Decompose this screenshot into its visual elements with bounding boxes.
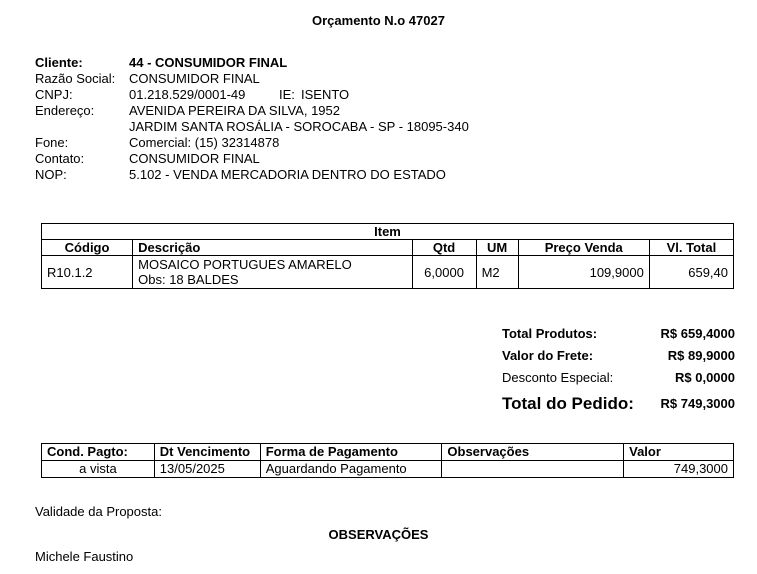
- totals-block: [502, 323, 735, 415]
- item-descricao: MOSAICO PORTUGUES AMARELO: [138, 257, 352, 272]
- frete-row: [502, 345, 735, 367]
- item-total: 659,40: [649, 256, 733, 289]
- items-table-title: Item: [42, 224, 734, 240]
- items-table-title-row: [42, 224, 734, 240]
- pay-obs: [442, 461, 624, 478]
- endereco-line1: AVENIDA PEREIRA DA SILVA, 1952: [129, 103, 340, 118]
- table-row: [42, 256, 734, 289]
- col-observacoes: Observações: [442, 444, 624, 461]
- total-pedido-value: R$ 749,3000: [660, 396, 735, 411]
- cnpj-value: 01.218.529/0001-49: [129, 87, 246, 102]
- col-valor: Valor: [624, 444, 734, 461]
- payment-table: [41, 443, 734, 478]
- ie-label: IE:: [279, 87, 295, 102]
- frete-label: Valor do Frete:: [502, 348, 594, 363]
- cnpj-row: [35, 87, 469, 103]
- fone-row: [35, 135, 469, 151]
- payment-header-row: [42, 444, 734, 461]
- ie-value: ISENTO: [301, 87, 350, 102]
- contato-value: CONSUMIDOR FINAL: [129, 151, 260, 166]
- col-forma: Forma de Pagamento: [260, 444, 442, 461]
- col-preco: Preço Venda: [518, 240, 649, 256]
- client-row: [35, 55, 469, 71]
- cnpj-label: CNPJ:: [35, 87, 73, 102]
- fone-value: Comercial: (15) 32314878: [129, 135, 280, 150]
- nop-value: 5.102 - VENDA MERCADORIA DENTRO DO ESTADO: [129, 167, 446, 182]
- endereco-label: Endereço:: [35, 103, 95, 118]
- item-um: M2: [476, 256, 518, 289]
- col-cond-pagto: Cond. Pagto:: [42, 444, 155, 461]
- item-preco: 109,9000: [518, 256, 649, 289]
- item-qtd: 6,0000: [412, 256, 476, 289]
- table-row: [42, 461, 734, 478]
- nop-label: NOP:: [35, 167, 67, 182]
- pay-cond: a vista: [42, 461, 155, 478]
- item-codigo: R10.1.2: [42, 256, 133, 289]
- observacoes-heading: OBSERVAÇÕES: [328, 527, 429, 542]
- razao-value: CONSUMIDOR FINAL: [129, 71, 260, 86]
- client-info: [35, 55, 469, 183]
- pay-forma: Aguardando Pagamento: [260, 461, 442, 478]
- col-qtd: Qtd: [412, 240, 476, 256]
- endereco-row-2: [35, 119, 469, 135]
- col-vencimento: Dt Vencimento: [154, 444, 260, 461]
- pay-vencimento: 13/05/2025: [154, 461, 260, 478]
- col-codigo: Código: [42, 240, 133, 256]
- frete-value: R$ 89,9000: [667, 348, 735, 363]
- desconto-label: Desconto Especial:: [502, 370, 614, 385]
- col-um: UM: [476, 240, 518, 256]
- total-produtos-value: R$ 659,4000: [660, 326, 735, 341]
- total-pedido-label: Total do Pedido:: [502, 394, 634, 413]
- total-pedido-row: [502, 389, 735, 415]
- total-produtos-row: [502, 323, 735, 345]
- item-descricao-cell: [133, 256, 412, 289]
- page-title: Orçamento N.o 47027: [312, 13, 445, 28]
- desconto-row: [502, 367, 735, 389]
- endereco-row: [35, 103, 469, 119]
- contato-label: Contato:: [35, 151, 85, 166]
- desconto-value: R$ 0,0000: [675, 370, 735, 385]
- signature-name: Michele Faustino: [35, 549, 134, 564]
- validade-proposta: Validade da Proposta:: [35, 504, 162, 519]
- col-total: Vl. Total: [649, 240, 733, 256]
- client-value: 44 - CONSUMIDOR FINAL: [129, 55, 288, 70]
- total-produtos-label: Total Produtos:: [502, 326, 598, 341]
- razao-row: [35, 71, 469, 87]
- pay-valor: 749,3000: [624, 461, 734, 478]
- items-table: [41, 223, 734, 289]
- fone-label: Fone:: [35, 135, 69, 150]
- razao-label: Razão Social:: [35, 71, 116, 86]
- item-obs: Obs: 18 BALDES: [138, 272, 239, 287]
- col-descricao: Descrição: [133, 240, 412, 256]
- items-table-header-row: [42, 240, 734, 256]
- endereco-line2: JARDIM SANTA ROSÁLIA - SOROCABA - SP - 18095-340: [129, 119, 469, 134]
- contato-row: [35, 151, 469, 167]
- nop-row: [35, 167, 469, 183]
- client-label: Cliente:: [35, 55, 83, 70]
